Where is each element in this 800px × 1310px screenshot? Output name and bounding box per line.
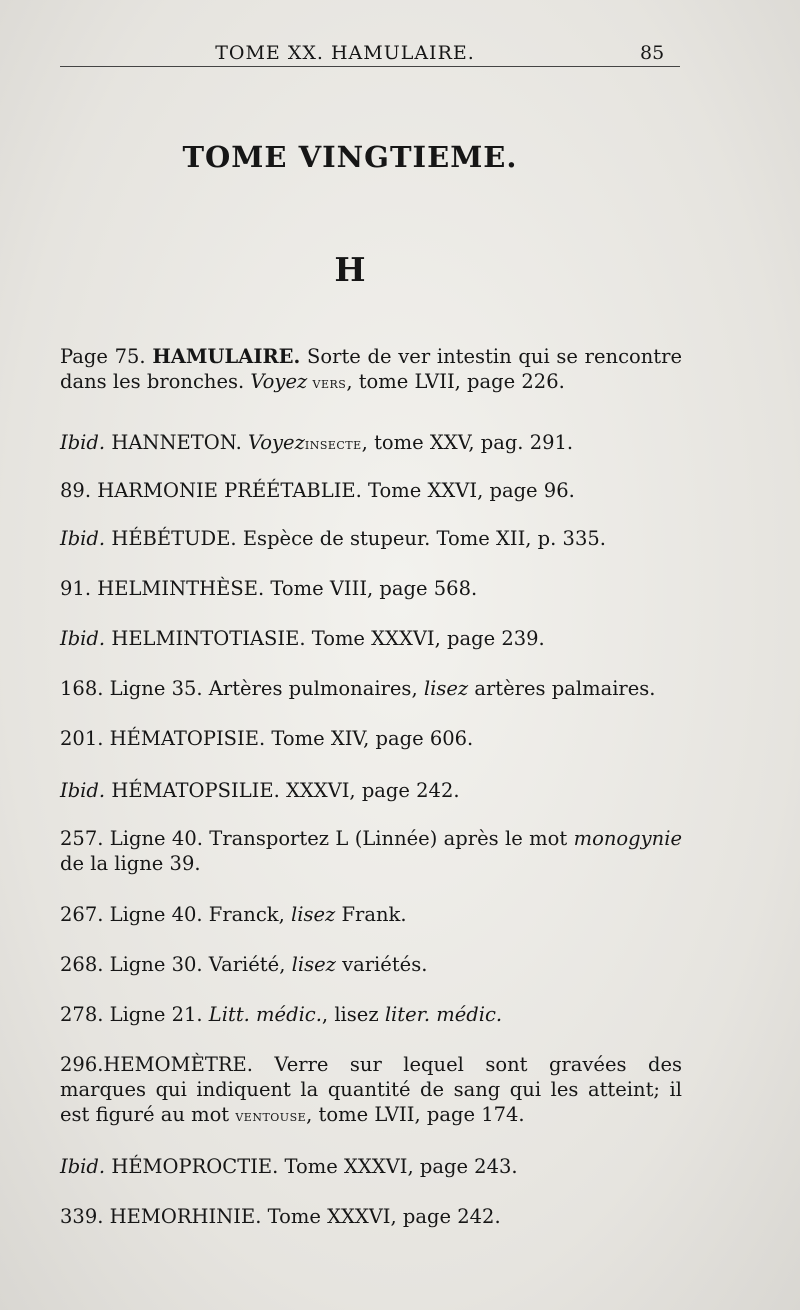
entry-term: HÉMATOPISIE. bbox=[109, 727, 266, 750]
entry-see: insecte bbox=[304, 435, 362, 453]
entry-see: ventouse bbox=[235, 1107, 307, 1125]
entry-text: , tome LVII, page 174. bbox=[306, 1103, 525, 1126]
entry-text: Tome XXXVI, page 243. bbox=[278, 1155, 518, 1178]
entry-lisez: lisez bbox=[423, 677, 469, 700]
entry-italic: liter. médic. bbox=[384, 1003, 503, 1026]
entry-text: XXXVI, page 242. bbox=[279, 779, 460, 802]
entry-ref: 201. bbox=[60, 727, 104, 750]
section-title: TOME VINGTIEME. bbox=[182, 140, 518, 174]
entry-text: artères palmaires. bbox=[468, 677, 656, 700]
entry-term: HELMINTOTIASIE. bbox=[111, 627, 306, 650]
entry-term: HÉMATOPSILIE. bbox=[111, 779, 280, 802]
entry-text: , lisez bbox=[321, 1003, 385, 1026]
entry-term: HEMOMÈTRE. bbox=[103, 1053, 253, 1076]
entry-see: vers bbox=[307, 374, 347, 392]
entry-ref: 278. bbox=[60, 1003, 104, 1026]
entry-term: HELMINTHÈSE. bbox=[97, 577, 265, 600]
entry-ref: 268. bbox=[60, 953, 104, 976]
entry-ref: 267. bbox=[60, 903, 104, 926]
list-item bbox=[60, 952, 682, 977]
entry-term: HARMONIE PRÉÉTABLIE. bbox=[97, 479, 362, 502]
entry-ref: 257. bbox=[60, 827, 104, 850]
entry-ref: 339. bbox=[60, 1205, 104, 1228]
entry-voyez: Voyez bbox=[241, 431, 305, 454]
running-title: TOME XX. HAMULAIRE. bbox=[215, 42, 475, 64]
entry-ref: 91. bbox=[60, 577, 92, 600]
list-item bbox=[60, 478, 682, 503]
entry-text: Tome XXXVI, page 239. bbox=[305, 627, 545, 650]
list-item bbox=[60, 676, 682, 701]
entry-ref: Ibid. bbox=[60, 779, 106, 802]
entry-term: HEMORHINIE. bbox=[109, 1205, 262, 1228]
entry-text: de la ligne 39. bbox=[60, 852, 201, 875]
entry-ref: 168. bbox=[60, 677, 104, 700]
header-rule bbox=[60, 66, 680, 67]
entry-term: HAMULAIRE. bbox=[152, 345, 301, 368]
entry-text: Verre sur lequel sont gravées des marques qui indiquent la quantité de sang qui les atteint; il est figuré au mot bbox=[60, 1053, 682, 1126]
entry-text: Ligne 35. Artères pulmonaires, bbox=[103, 677, 424, 700]
entry-ref: 89. bbox=[60, 479, 92, 502]
list-item bbox=[60, 1002, 682, 1027]
list-item bbox=[60, 726, 682, 751]
list-item bbox=[60, 344, 682, 396]
list-item bbox=[60, 430, 682, 457]
entry-text: Tome VIII, page 568. bbox=[264, 577, 478, 600]
entry-lisez: lisez bbox=[290, 903, 336, 926]
entry-ref: Ibid. bbox=[60, 1155, 106, 1178]
list-item bbox=[60, 902, 682, 927]
entry-voyez: Voyez bbox=[250, 370, 308, 393]
entry-italic: Litt. médic. bbox=[208, 1003, 322, 1026]
section-letter: H bbox=[334, 250, 366, 289]
entry-text: , tome LVII, page 226. bbox=[346, 370, 565, 393]
list-item bbox=[60, 1052, 682, 1129]
entry-term: HÉMOPROCTIE. bbox=[111, 1155, 279, 1178]
entry-text: Tome XXXVI, page 242. bbox=[261, 1205, 501, 1228]
entry-text: Tome XIV, page 606. bbox=[265, 727, 474, 750]
entry-text: Tome XXVI, page 96. bbox=[361, 479, 575, 502]
list-item bbox=[60, 526, 682, 551]
list-item bbox=[60, 1154, 682, 1179]
entry-term: HÉBÉTUDE. bbox=[111, 527, 237, 550]
entry-text: Ligne 40. Transportez L (Linnée) après le mot bbox=[103, 827, 574, 850]
entry-text: Ligne 21. bbox=[103, 1003, 209, 1026]
list-item bbox=[60, 626, 682, 651]
entry-term: HANNETON. bbox=[111, 431, 242, 454]
entry-lisez: lisez bbox=[291, 953, 336, 976]
entry-text: Ligne 30. Variété, bbox=[103, 953, 292, 976]
list-item bbox=[60, 778, 682, 803]
entry-text: Espèce de stupeur. Tome XII, p. 335. bbox=[236, 527, 606, 550]
entry-ref: 296. bbox=[60, 1053, 104, 1076]
entry-text: Sorte de ver intestin qui se rencontre dans les bronches. bbox=[60, 345, 682, 393]
entry-ref: Ibid. bbox=[60, 431, 106, 454]
list-item bbox=[60, 826, 682, 876]
entry-italic: monogynie bbox=[573, 827, 682, 850]
entry-ref: Ibid. bbox=[60, 627, 106, 650]
entry-ref: Ibid. bbox=[60, 527, 106, 550]
list-item bbox=[60, 576, 682, 601]
entry-ref: Page 75. bbox=[60, 345, 146, 368]
entry-text: variétés. bbox=[335, 953, 428, 976]
page-number: 85 bbox=[640, 42, 665, 64]
entry-text: Ligne 40. Franck, bbox=[103, 903, 291, 926]
entry-text: , tome XXV, pag. 291. bbox=[361, 431, 574, 454]
list-item bbox=[60, 1204, 682, 1229]
entry-text: Frank. bbox=[335, 903, 407, 926]
